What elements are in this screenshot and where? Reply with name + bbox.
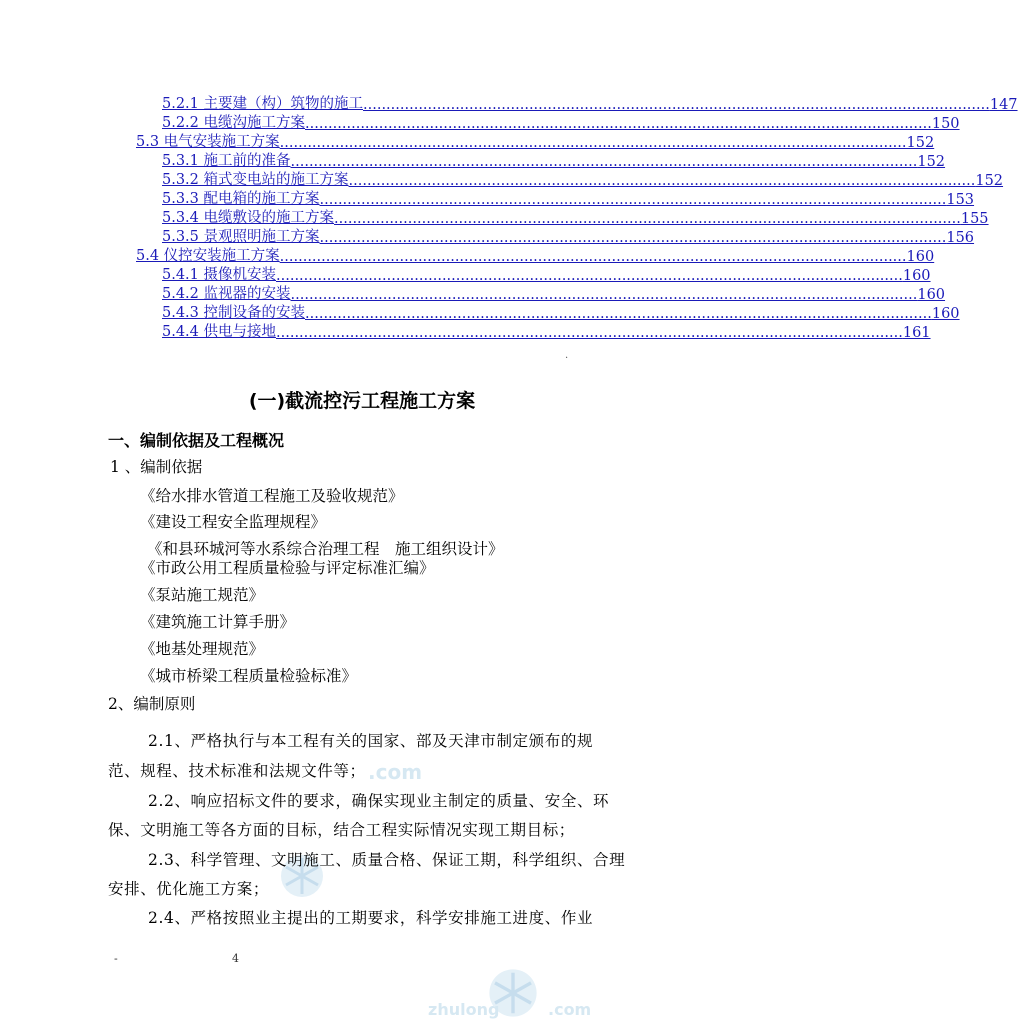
watermark-text: .com [368,760,423,784]
reference-item: 《城市桥梁工程质量检验标准》 [140,667,358,685]
paragraph-line: 2.1、严格执行与本工程有关的国家、部及天津市制定颁布的规 [148,732,594,750]
page-number: 4 [232,952,239,965]
toc-entry[interactable]: 5.2.1 主要建（构）筑物的施工 ........................................................................................................................................ 147 [162,96,1018,113]
toc-entry[interactable]: 5.4.2 监视器的安装 ........................................................................................................................................ 160 [162,286,946,303]
watermark-text: .com [548,1000,592,1019]
toc-entry[interactable]: 5.3.4 电缆敷设的施工方案 ........................................................................................................................................ 155 [162,210,989,227]
reference-item: 《建设工程安全监理规程》 [140,513,327,531]
toc-entry[interactable]: 5.4 仪控安装施工方案 ........................................................................................................................................ 160 [136,248,935,265]
paragraph-line: 2.4、严格按照业主提出的工期要求，科学安排施工进度、作业 [148,909,594,927]
reference-item: 《市政公用工程质量检验与评定标准汇编》 [140,559,435,577]
toc-entry[interactable]: 5.3.2 箱式变电站的施工方案 ........................................................................................................................................ 152 [162,172,1004,189]
paragraph-line: 2.2、响应招标文件的要求，确保实现业主制定的质量、安全、环 [148,792,610,810]
footer-left-mark: - [114,952,118,965]
toc-entry[interactable]: 5.4.3 控制设备的安装 ........................................................................................................................................ 160 [162,305,960,322]
toc-entry[interactable]: 5.3.5 景观照明施工方案 ........................................................................................................................................ 156 [162,229,975,246]
toc-entry[interactable]: 5.3.3 配电箱的施工方案 ........................................................................................................................................ 153 [162,191,975,208]
paragraph-line: 安排、优化施工方案； [108,880,270,898]
paragraph-line: 2.3、科学管理、文明施工、质量合格、保证工期，科学组织、合理 [148,851,626,869]
toc-entry[interactable]: 5.2.2 电缆沟施工方案 ........................................................................................................................................ 150 [162,115,960,132]
toc-entry[interactable]: 5.4.4 供电与接地 ........................................................................................................................................ 161 [162,324,931,341]
reference-item: 《地基处理规范》 [140,640,265,658]
paragraph-line: 范、规程、技术标准和法规文件等； [108,762,366,780]
toc-entry[interactable]: 5.3.1 施工前的准备 ........................................................................................................................................ 152 [162,153,946,170]
reference-item: 《泵站施工规范》 [140,586,265,604]
reference-item: 《和县环城河等水系综合治理工程 施工组织设计》 [147,540,504,558]
toc-entry[interactable]: 5.3 电气安装施工方案 ........................................................................................................................................ 152 [136,134,935,151]
paragraph-line: 保、文明施工等各方面的目标，结合工程实际情况实现工期目标； [108,821,575,839]
watermark-text: zhulong [428,1000,500,1019]
section-heading: 一、编制依据及工程概况 [108,431,285,450]
subsection-heading: 1 、编制依据 [110,458,203,476]
subsection-heading: 2、编制原则 [108,695,196,713]
reference-item: 《给水排水管道工程施工及验收规范》 [140,487,404,505]
toc-end-mark: . [565,350,569,361]
reference-item: 《建筑施工计算手册》 [140,613,296,631]
document-title: (一)截流控污工程施工方案 [248,390,476,412]
toc-entry[interactable]: 5.4.1 摄像机安装 ........................................................................................................................................ 160 [162,267,931,284]
